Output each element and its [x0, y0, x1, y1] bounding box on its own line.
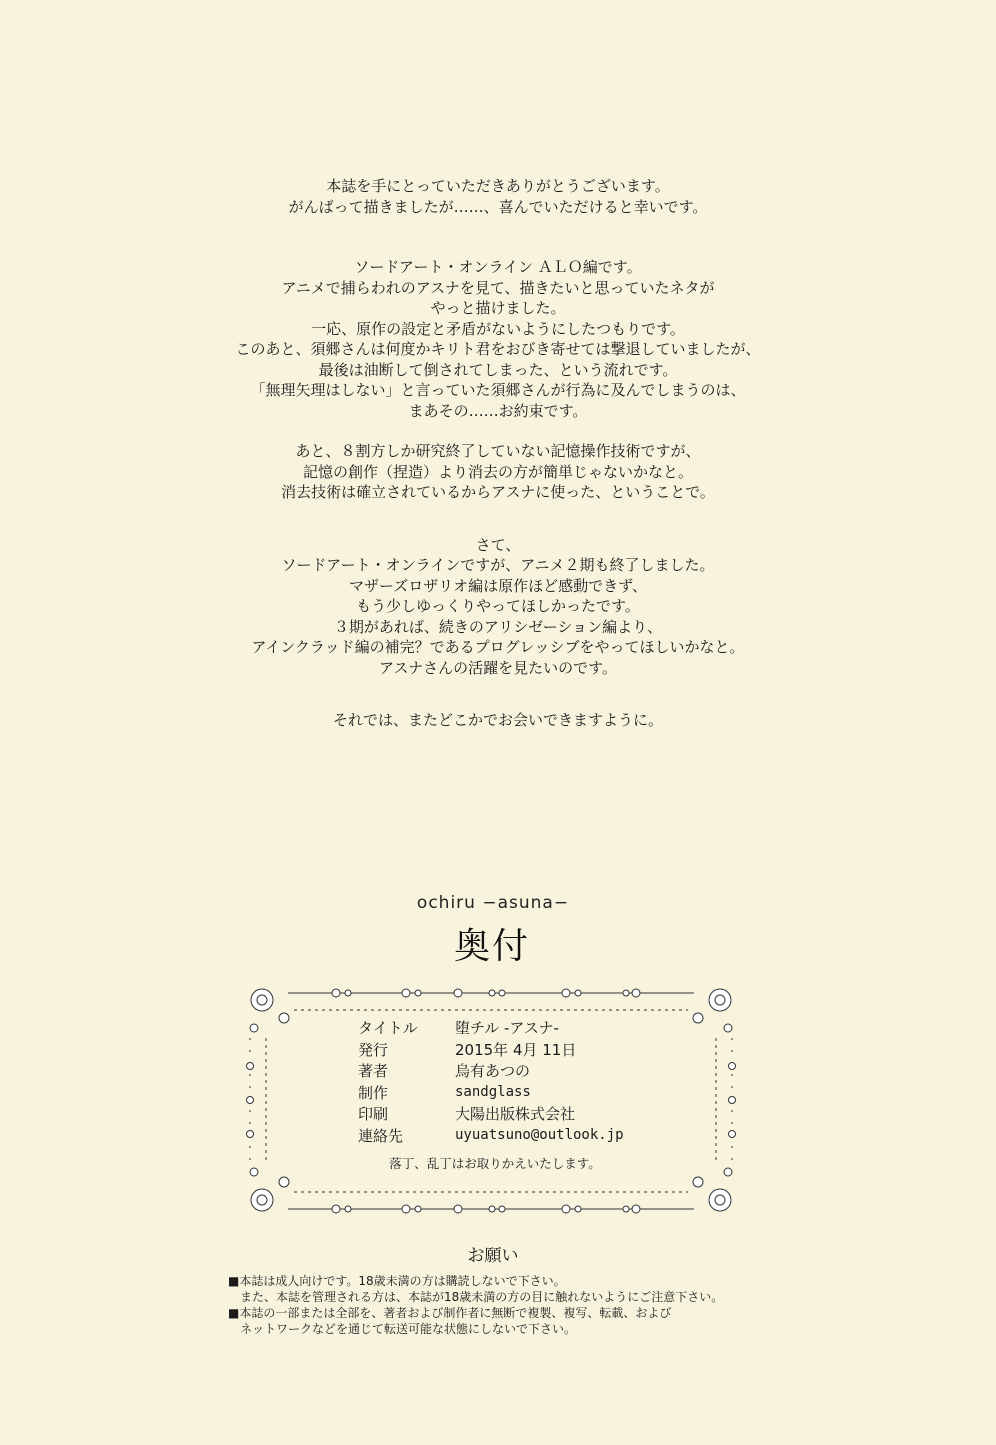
- afterword-paragraph-3: [0, 441, 996, 503]
- afterword-line: がんばって描きましたが……、喜んでいただけると幸いです。: [288, 197, 708, 216]
- row-key: 制作: [358, 1083, 389, 1102]
- afterword-line: ３期があれば、続きのアリシゼーション編より、: [333, 617, 663, 636]
- colophon-title: 奥付: [453, 926, 530, 967]
- afterword-paragraph-5: [0, 710, 996, 731]
- afterword-line: アインクラッド編の補完？であるプログレッシブをやってほしいかなと。: [251, 638, 745, 656]
- afterword-line: マザーズロザリオ編は原作ほど感動できず、: [349, 576, 647, 595]
- request-line: また、本誌を管理される方は、本誌が18歳未満の方の目に触れないようにご注意下さい。: [228, 1290, 724, 1304]
- request-body: [228, 1273, 723, 1337]
- row-value: 烏有あつの: [455, 1062, 531, 1081]
- afterword-line: それでは、またどこかでお会いできますように。: [332, 711, 663, 729]
- row-key: 発行: [358, 1040, 389, 1059]
- afterword-line: あと、８割方しか研究終了していない記憶操作技術ですが、: [295, 442, 701, 460]
- afterword-line: 「無理矢理はしない」と言っていた須郷さんが行為に及んでしまうのは、: [250, 381, 746, 399]
- table-row: [358, 1060, 624, 1082]
- afterword-line: アニメで捕らわれのアスナを見て、描きたいと思っていたネタが: [281, 278, 715, 297]
- afterword-paragraph-2: [0, 257, 996, 421]
- row-value: 大陽出版株式会社: [455, 1105, 576, 1124]
- afterword-line: アスナさんの活躍を見たいのです。: [379, 658, 617, 677]
- table-row: [358, 1103, 624, 1125]
- afterword-line: ソードアート・オンライン ＡＬＯ編です。: [354, 258, 642, 276]
- afterword-line: やっと描けました。: [430, 299, 566, 317]
- row-key: 著者: [358, 1062, 389, 1081]
- replacement-notice: 落丁、乱丁はお取りかえいたします。: [389, 1156, 601, 1171]
- afterword-line: 消去技術は確立されているからアスナに使った、ということで。: [281, 483, 715, 501]
- row-key: タイトル: [358, 1019, 418, 1038]
- afterword-line: まあその……お約束です。: [408, 401, 588, 420]
- afterword-line: 一応、原作の設定と矛盾がないようにしたつもりです。: [311, 319, 685, 338]
- afterword-paragraph-4: [0, 535, 996, 679]
- table-row: [358, 1082, 624, 1104]
- request-title: お願い: [467, 1246, 519, 1266]
- afterword-paragraph-1: [0, 176, 996, 217]
- afterword-line: 記憶の創作（捏造）より消去の方が簡単じゃないかなと。: [302, 462, 693, 481]
- afterword-line: もう少しゆっくりやってほしかったです。: [356, 597, 640, 615]
- afterword-line: ソードアート・オンラインですが、アニメ２期も終了しました。: [281, 556, 715, 574]
- table-row: [358, 1017, 624, 1039]
- request-line: ネットワークなどを通じて転送可能な状態にしないで下さい。: [228, 1322, 577, 1336]
- afterword-line: このあと、須郷さんは何度かキリト君をおびき寄せては撃退していましたが、: [235, 340, 761, 358]
- colophon-subtitle: ochiru −asuna−: [416, 893, 570, 913]
- afterword-line: 本誌を手にとっていただきありがとうございます。: [326, 177, 670, 195]
- row-value: sandglass: [455, 1084, 531, 1101]
- request-line: ■本誌の一部または全部を、著者および制作者に無断で複製、複写、転載、および: [228, 1306, 672, 1320]
- afterword: [0, 176, 996, 731]
- request-line: ■本誌は成人向けです。18歳未満の方は購読しないで下さい。: [228, 1274, 566, 1288]
- row-value: uyuatsuno@outlook.jp: [455, 1127, 624, 1144]
- row-value: 堕チル -アスナ-: [455, 1019, 559, 1038]
- colophon-table: [358, 1017, 624, 1146]
- afterword-line: さて、: [475, 535, 521, 554]
- table-row: [358, 1125, 624, 1147]
- row-value: 2015年 4月 11日: [455, 1040, 577, 1059]
- row-key: 印刷: [358, 1105, 389, 1124]
- row-key: 連絡先: [358, 1126, 404, 1145]
- table-row: [358, 1039, 624, 1061]
- afterword-line: 最後は油断して倒されてしまった、という流れです。: [318, 360, 678, 379]
